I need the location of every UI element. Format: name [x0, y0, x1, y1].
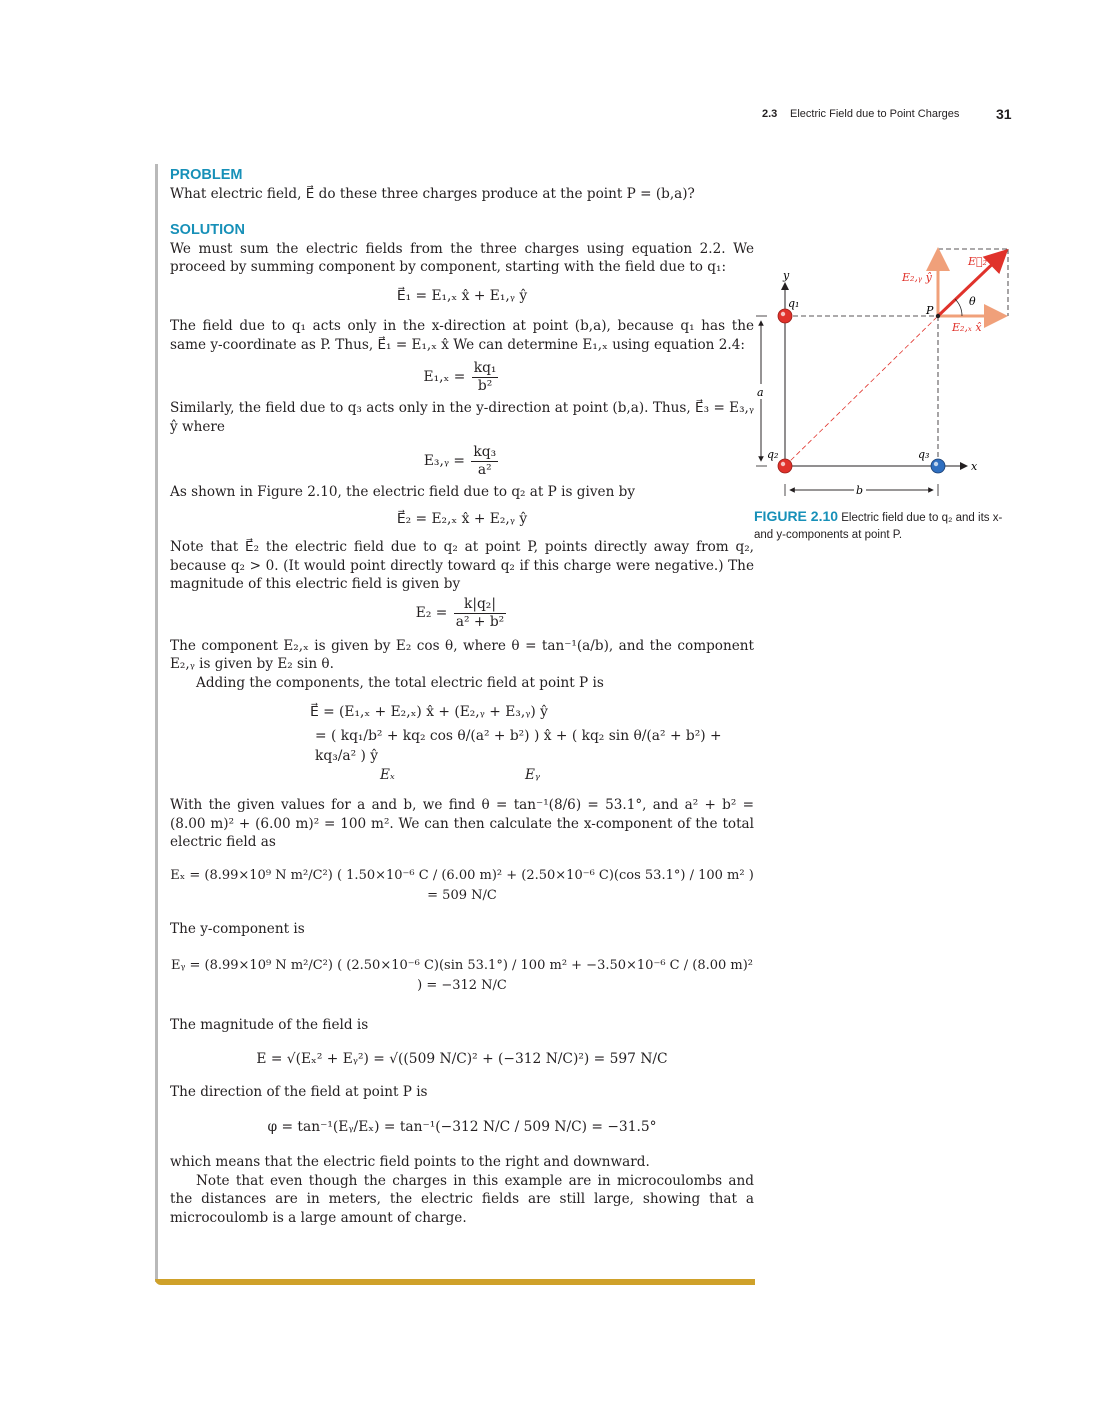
charge-q2-highlight	[781, 462, 785, 466]
field-q2-paragraph: As shown in Figure 2.10, the electric field due to q₂ at P is given by	[170, 484, 636, 500]
equation-total-line2: = ( kq₁/b² + kq₂ cos θ/(a² + b²) ) x̂ + ( kq₂ sin θ/(a² + b²) + kq₃/a² ) ŷ	[315, 728, 722, 764]
equation-e3y	[170, 444, 754, 479]
brace-ex-label: Eₓ	[380, 767, 395, 783]
equation-e1x-fraction	[472, 360, 499, 395]
brace-ey-label: Eᵧ	[525, 767, 541, 783]
section-number: 2.3	[762, 108, 778, 120]
equation-e2-magnitude-denominator: a² + b²	[455, 613, 505, 630]
x-axis-label: x	[971, 460, 978, 473]
charge-q1-label: q₁	[788, 297, 800, 310]
problem-heading: PROBLEM	[170, 167, 243, 183]
equation-e2-magnitude-fraction	[454, 596, 506, 631]
e2x-label: E₂,ₓ x̂	[952, 321, 982, 334]
equation-total-braces	[170, 766, 754, 788]
y-component-paragraph: The y-component is	[170, 920, 305, 937]
conclusion-paragraph-2: Note that even though the charges in this example are in microcoulombs and the distances are in meters, the electric fields are still large, showing that a microcoulomb is a large amount of charge.	[170, 1172, 754, 1226]
section-title: Electric Field due to Point Charges	[790, 108, 960, 120]
solution-intro: We must sum the electric fields from the three charges using equation 2.2. We proceed by summing component by component, starting with the field due to q₁:	[170, 240, 754, 275]
equation-magnitude: E = √(Eₓ² + Eᵧ²) = √((509 N/C)² + (−312 N/C)²) = 597 N/C	[256, 1050, 668, 1067]
point-p-label: P	[926, 304, 934, 317]
theta-arc	[955, 299, 962, 316]
equation-e1: E⃗₁ = E₁,ₓ x̂ + E₁,ᵧ ŷ	[396, 287, 528, 304]
equation-e2-magnitude-numerator: k|q₂|	[463, 595, 496, 612]
example-box-bottom-rule	[155, 1279, 755, 1285]
problem-text: What electric field, E⃗ do these three charges produce at the point P = (b,a)?	[170, 186, 695, 202]
conclusion-paragraph-1: which means that the electric field points to the right and downward.	[170, 1154, 650, 1170]
figure-caption	[754, 508, 1019, 544]
given-values-paragraph: With the given values for a and b, we find θ = tan⁻¹(8/6) = 53.1°, and a² + b² = (8.00 m)² + (6.00 m)² = 100 m². We can then calculate the x-component of the total electric field as	[170, 797, 754, 850]
equation-total-line1: E⃗ = (E₁,ₓ + E₂,ₓ) x̂ + (E₂,ᵧ + E₃,ᵧ) ŷ	[310, 704, 548, 720]
figure-caption-text: Electric field due to q₂ and its x- and y-components at point P.	[754, 512, 1003, 541]
e2-label: E⃗₂	[968, 255, 988, 268]
field-q1-paragraph: The field due to q₁ acts only in the x-direction at point (b,a), because q₁ has the same y-coordinate as P. Thus, E⃗₁ = E₁,ₓ x̂ We can determine E₁,ₓ using equation 2.4:	[170, 318, 754, 353]
theta-label: θ	[969, 295, 976, 308]
example-body	[170, 166, 754, 1227]
equation-e3y-fraction	[471, 444, 498, 479]
example-box-left-rule	[155, 164, 158, 1282]
magnitude-paragraph: The magnitude of the field is	[170, 1017, 369, 1033]
solution-heading: SOLUTION	[170, 221, 245, 238]
direction-paragraph: The direction of the field at point P is	[170, 1083, 428, 1100]
equation-e3y-numerator: kq₃	[473, 444, 497, 460]
charge-q3	[931, 459, 945, 473]
charge-q2	[778, 459, 792, 473]
guide-line-q2-to-p	[785, 316, 938, 466]
equation-ex: Eₓ = (8.99×10⁹ N m²/C²) ( 1.50×10⁻⁶ C / (6.00 m)² + (2.50×10⁻⁶ C)(cos 53.1°) / 100 m² ) = 509 N/C	[170, 867, 754, 903]
y-axis-label: y	[783, 269, 790, 282]
dimension-b-label: b	[856, 484, 864, 497]
equation-e3y-denominator: a²	[471, 461, 498, 479]
point-p	[936, 314, 940, 318]
charge-q3-highlight	[934, 462, 938, 466]
equation-e1x-lhs: E₁,ₓ =	[423, 369, 466, 385]
figure-2-10	[752, 245, 1022, 505]
equation-e1x-denominator: b²	[472, 377, 499, 395]
components-paragraph: The component E₂,ₓ is given by E₂ cos θ, where θ = tan⁻¹(a/b), and the component E₂,ᵧ is given by E₂ sin θ.	[170, 637, 754, 672]
equation-e2: E⃗₂ = E₂,ₓ x̂ + E₂,ᵧ ŷ	[396, 510, 528, 527]
page-number: 31	[996, 106, 1012, 122]
charge-q2-label: q₂	[767, 448, 779, 461]
equation-ey: Eᵧ = (8.99×10⁹ N m²/C²) ( (2.50×10⁻⁶ C)(sin 53.1°) / 100 m² + −3.50×10⁻⁶ C / (8.00 m)² ) = −312 N/C	[170, 958, 754, 993]
adding-paragraph: Adding the components, the total electric field at point P is	[196, 674, 604, 691]
dimension-a-label: a	[757, 386, 764, 399]
equation-e3y-lhs: E₃,ᵧ =	[423, 453, 465, 469]
equation-e1x-numerator: kq₁	[473, 360, 497, 376]
equation-e1x	[170, 360, 754, 395]
note-e2-paragraph: Note that E⃗₂ the electric field due to q₂ at point P, points directly away from q₂, because q₂ > 0. (It would point directly toward q₂ if this charge were negative.) The magnitude of this electric field is given by	[170, 539, 754, 592]
charge-q1-highlight	[781, 312, 785, 316]
figure-caption-label: FIGURE 2.10	[754, 508, 839, 524]
charge-q3-label: q₃	[918, 448, 930, 461]
equation-e2-magnitude	[170, 596, 754, 631]
equation-direction: φ = tan⁻¹(Eᵧ/Eₓ) = tan⁻¹(−312 N/C / 509 N/C) = −31.5°	[267, 1119, 657, 1135]
equation-e2-magnitude-lhs: E₂ =	[415, 604, 448, 621]
charge-q1	[778, 309, 792, 323]
e2y-label: E₂,ᵧ ŷ	[902, 271, 932, 284]
field-q3-paragraph: Similarly, the field due to q₃ acts only in the y-direction at point (b,a). Thus, E⃗₃ = E₃,ᵧ ŷ where	[170, 400, 754, 435]
